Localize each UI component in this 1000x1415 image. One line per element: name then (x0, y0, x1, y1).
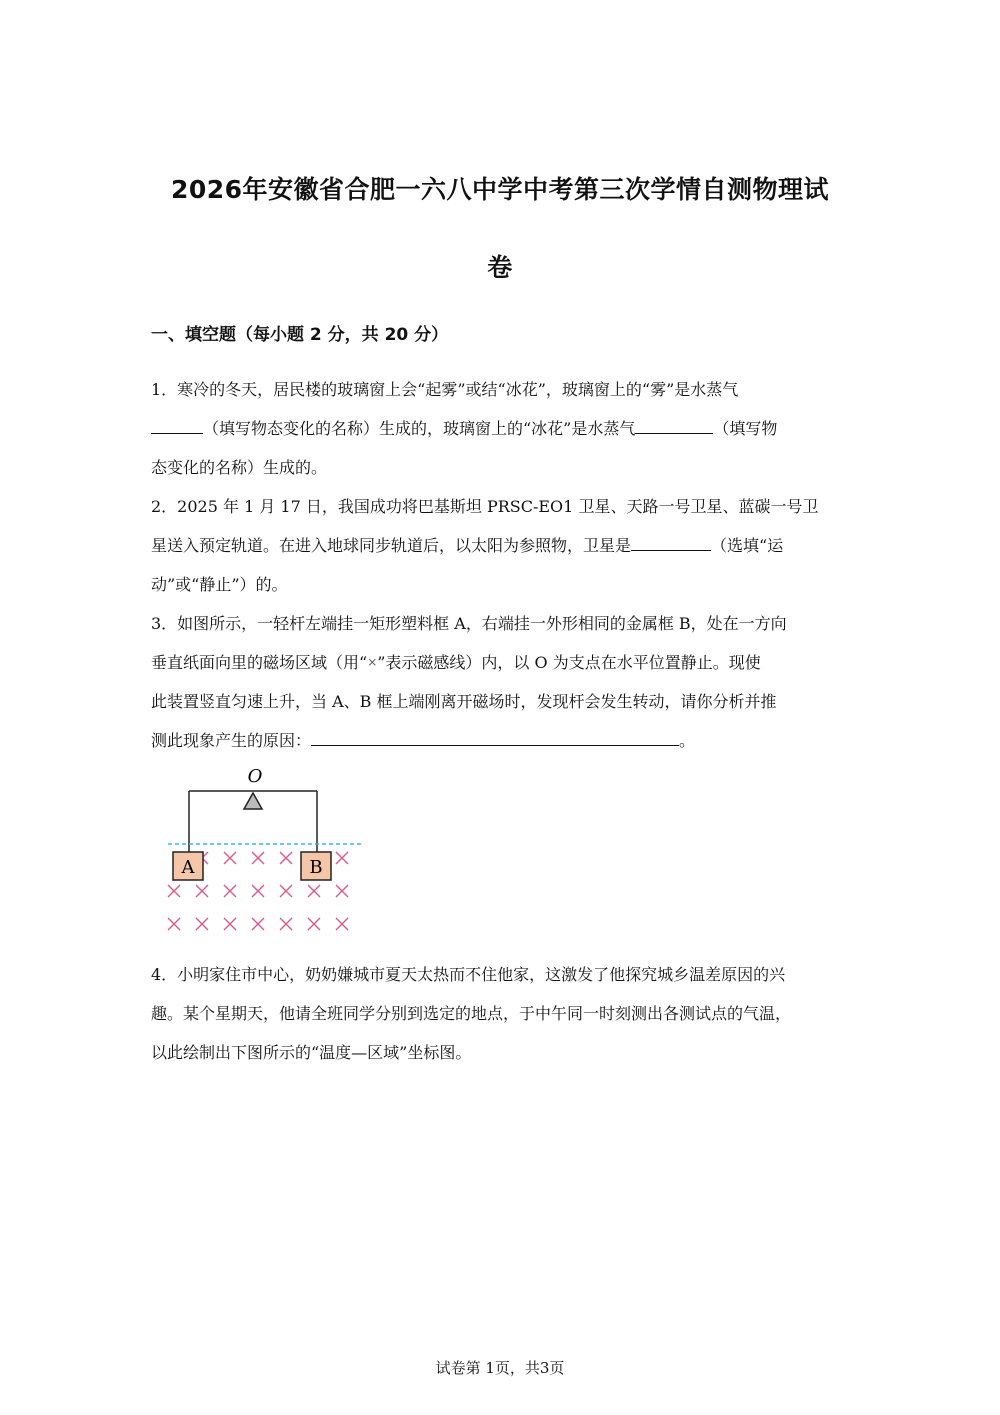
page-footer: 试卷第 1页，共3页 (435, 1359, 565, 1377)
field-cross (252, 852, 264, 864)
box-a-label: A (181, 857, 195, 878)
q2-blank[interactable] (631, 532, 711, 551)
q1-blank-1[interactable] (151, 415, 203, 434)
q4-text-2: 趣。某个星期天，他请全班同学分别到选定的地点，于中午同一时刻测出各测试点的气温， (151, 1004, 792, 1023)
lever-magnetic-field-figure (160, 760, 370, 940)
field-cross (196, 885, 208, 897)
field-cross (280, 852, 292, 864)
question-4 (151, 955, 851, 1072)
q1-text-4: 态变化的名称）生成的。 (151, 458, 328, 477)
box-b-label: B (309, 857, 323, 878)
field-cross (336, 885, 348, 897)
field-cross (336, 918, 348, 930)
q2-text-1: 2．2025 年 1 月 17 日，我国成功将巴基斯坦 PRSC-EO1 卫星、天路一号卫星、蓝碳一号卫 (151, 497, 819, 516)
q2-text-3: （选填“运 (711, 536, 784, 555)
field-cross (280, 885, 292, 897)
q3-text-2: 垂直纸面向里的磁场区域（用“ (151, 653, 368, 672)
field-cross (196, 918, 208, 930)
field-cross (252, 885, 264, 897)
question-1 (151, 370, 851, 487)
q1-blank-2[interactable] (635, 415, 713, 434)
cross-symbol-inline: × (367, 655, 378, 669)
q2-text-2: 星送入预定轨道。在进入地球同步轨道后，以太阳为参照物，卫星是 (151, 536, 632, 555)
exam-title-line2: 卷 (487, 253, 513, 282)
q3-text-5: 测此现象产生的原因： (151, 731, 312, 750)
pivot-triangle (244, 793, 262, 809)
q3-text-1: 3．如图所示，一轻杆左端挂一矩形塑料框 A，右端挂一外形相同的金属框 B，处在一方向 (151, 614, 787, 633)
question-2 (151, 487, 851, 604)
field-cross (252, 918, 264, 930)
field-cross (308, 885, 320, 897)
q2-text-4: 动”或“静止”）的。 (151, 575, 288, 594)
section-heading: 一、填空题（每小题 2 分，共 20 分） (151, 325, 449, 345)
q4-text-3: 以此绘制出下图所示的“温度—区域”坐标图。 (151, 1043, 472, 1062)
question-3 (151, 604, 851, 760)
field-cross (336, 852, 348, 864)
field-cross (224, 852, 236, 864)
field-cross (280, 918, 292, 930)
pivot-label: O (247, 766, 263, 787)
q1-text-3: （填写物 (713, 419, 778, 438)
q4-text-1: 4．小明家住市中心，奶奶嫌城市夏天太热而不住他家，这激发了他探究城乡温差原因的兴 (151, 965, 786, 984)
q1-text-1: 1．寒冷的冬天，居民楼的玻璃窗上会“起雾”或结“冰花”，玻璃窗上的“雾”是水蒸气 (151, 380, 739, 399)
q3-text-3: ”表示磁感线）内，以 O 为支点在水平位置静止。现使 (377, 653, 761, 672)
field-cross (168, 885, 180, 897)
q3-text-6: 。 (679, 731, 696, 750)
q3-text-4: 此装置竖直匀速上升，当 A、B 框上端刚离开磁场时，发现杆会发生转动，请你分析并推 (151, 692, 777, 711)
field-cross (168, 918, 180, 930)
field-cross (224, 885, 236, 897)
q3-blank[interactable] (311, 727, 679, 746)
exam-title-line1: 2026年安徽省合肥一六八中学中考第三次学情自测物理试 (170, 175, 830, 204)
field-cross (308, 918, 320, 930)
q1-text-2: （填写物态变化的名称）生成的，玻璃窗上的“冰花”是水蒸气 (203, 419, 636, 438)
field-cross (224, 918, 236, 930)
